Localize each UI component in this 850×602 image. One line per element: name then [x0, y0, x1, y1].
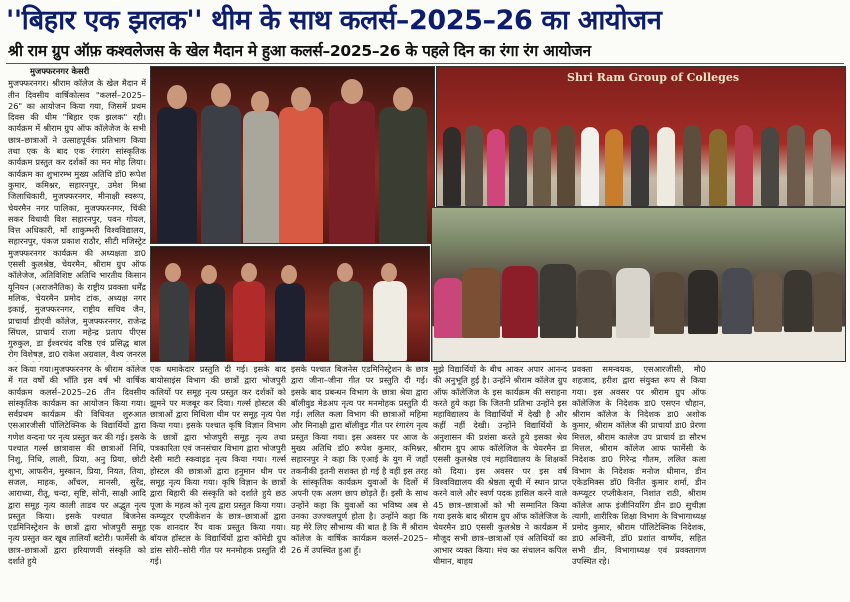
column-text: कर किया गया।मुजफ्फरनगर के श्रीराम कॉलेज में गत वर्षों की भाँति इस वर्ष भी वार्षिक कार्यक्रम कलर्स–2025–26 तीन दिवसीय सांस्कृतिक कार्यक्रम का आयोजन किया गया। सर्वप्रथम कार्यक्रम की विधिवत शुरुआत एसआरजीसी पॉलिटेक्निक के विद्यार्थियों द्वारा गणेश वन्दना पर नृत्य प्रस्तुत कर की गई। इसके पश्चात गर्ल्स छात्रावास की छात्राओं निधि, निशु, निधि, लाली, प्रिया, अनु प्रिया, छोटी शुभा, आफरीन, मुस्कान, प्रिया, नियत, तिया, सजल, माहक, आँचल, मानसी, सुरेंद्र, आराध्या, रीतू, चन्दा, सृष्टि, सोनी, साक्षी आदि द्वारा समूह नृत्य काली ताडव पर अद्भुत नृत्य प्रस्तुत किया। इसके पश्चात बिजनेस एडमिनिस्ट्रेशन के छात्रों द्वारा भोजपुरी समूह नृत्य प्रस्तुत कर खूब तालियाँ बटोरी। फार्मेसी के छात्र–छात्राओं द्वारा हरियाणवी संस्कृति को दर्शाते हुये	[8, 364, 146, 567]
article-column-3	[291, 364, 428, 600]
column-text: प्रवक्ता समन्वयक, एसआरजीसी, मौ0 शहजाद, हरीश द्वारा संयुक्त रूप से किया गया। इस अवसर पर श्रीराम ग्रुप ऑफ कॉलेजिज के निदेशक डा0 एसएन चौहान, श्रीराम कॉलेज के निदेशक डा0 अशोक कुमार, श्रीराम कॉलेज की प्राचार्या डा0 प्रेरणा मित्तल, श्रीराम कालेज उप प्राचार्य डा सौरभ मित्तल, श्रीराम कॉलेज आफ फार्मेसी के निदेशक डा0 गिरेन्द्र गौतम, ललित कला विभाग के निदेशक मनोज धीमान, डीन एकेडमिक्स डॉ0 विनीत कुमार शर्मा, डीन कम्प्यूटर एप्लीकेशन, निशांत राठी, श्रीराम कॉलेज आफ इंजीनियरिंग डीन डा0 सुचीज्ञा त्यागी, शारीरिक शिक्षा विभाग के विभागाध्यक्ष प्रमोद कुमार, श्रीराम पॉलिटेक्निक निदेशक, डा0 अश्विनी, डॉ0 प्रशांत वार्ष्णेय, सहित सभी डीन, विभागाध्यक्ष एवं प्रवक्तागण उपस्थित रहे।	[572, 364, 706, 567]
photo-group-stage-banner	[436, 66, 846, 207]
column-text: एक धमाकेदार प्रस्तुति दी गई। इसके बाद बायोसाइंस विभाग की छात्रों द्वारा भोजपुरी कलियों पर समूह नृत्य प्रस्तुत कर दर्शकों को झूमने पर मजबूर कर दिया। गर्ल्स होस्टल की छात्राओं द्वारा मिथिला थीम पर समूह नृत्य पेश किया गया। इसके पश्चात कृषि विज्ञान विभाग के छात्रों द्वारा भोजपुरी समूह नृत्य तथा पत्रकारिता एवं जनसंचार विभाग द्वारा भोजपुरी देसी माटी स्कवाइड नृत्य किया गया। गर्ल्स होस्टल की छात्राओं द्वारा हनुमान थीम पर समूह नृत्य किया गया। कृषि विज्ञान के छात्रों द्वारा बिहारी की संस्कृति को दर्शाते हुये छठ पूजा के महत्व को नृत्य द्वारा प्रस्तुत किया गया। कम्प्यूटर एप्लीकेशन के छात्र–छात्राओं द्वारा एक शानदार रैंप वाक प्रस्तुत किया गया। बॉयज हॉस्टल के विद्यार्थियों द्वारा कॉमेडी ग्रुप डांस सोरी–सोरी गीत पर मनमोहक प्रस्तुति दी गई।	[150, 364, 286, 567]
article-column-4	[433, 364, 567, 600]
header-rule	[6, 63, 844, 64]
photo-stage-felicitation	[150, 66, 435, 244]
banner-text: Shri Ram Group of Colleges	[567, 71, 740, 84]
subheadline: श्री राम ग्रुप ऑफ़ कश्वलेजस के खेल मैदान मे हुआ कलर्स–2025–26 के पहले दिन का रंगा रंग आयोजन	[8, 42, 591, 60]
headline: ''बिहार एक झलक'' थीम के साथ कलर्स–2025–26 का आयोजन	[6, 5, 662, 36]
column-text: मुझे विद्यार्थियों के बीच आकर अपार आनन्द की अनुभूति हुई है। उन्होंने श्रीराम कॉलेज ग्रुप ऑफ कॉलेजिज के इस कार्यक्रम की सराहना करते हुये कहा कि जितनी प्रतिभा उन्होंने इस महाविद्यालय के विद्यार्थियों में देखी है और कहीं नहीं देखी। उन्होंने विद्यार्थियों के अनुशासन की प्रशंसा करते हुये इसका श्रेय श्रीराम ग्रुप आफ कॉलेजिज के चेयरमैन डा एससी कुलश्रेष्ठ एवं महाविद्यालय के शिक्षकों को दिया। इस अवसर पर इस वर्ष विश्वविद्यालय की श्रेष्ठता सूची में स्थान प्राप्त करने वाले और स्वर्ण पदक हासिल करने वाले 45 छात्र–छात्राओं को भी सम्मानित किया गया इसके बाद श्रीराम ग्रुप ऑफ कॉलेजिज के चेयरमैन डा0 एससी कुलश्रेष्ठ ने कार्यक्रम में मौजूद सभी छात्र–छात्राओं एवं अतिथियों का आभार व्यक्त किया। मंच का संचालन कपिल धीमान, बाहय	[433, 364, 567, 567]
article-column-2	[150, 364, 286, 600]
article-column-5	[572, 364, 706, 600]
article-column-1-bottom	[8, 364, 146, 600]
photo-audience-seated	[431, 207, 846, 362]
article-column-1-top	[8, 66, 146, 362]
photo-guests-on-stage	[150, 246, 430, 362]
column-text: मुजफ्फरनगर। श्रीराम कॉलेज के खेल मैदान में तीन दिवसीय वार्षिकोत्सव "कलर्स–2025–26" का आयोजन किया गया, जिसमें प्रथम दिवस की थीम "बिहार एक झलक" रही। कार्यक्रम में श्रीराम ग्रुप ऑफ कॉलेजेज के सभी छात्र–छात्राओं ने उत्साहपूर्वक प्रतिभाग किया तथा एक के बाद एक रंगारंग सांस्कृतिक कार्यक्रम प्रस्तुत कर दर्शकों का मन मोह लिया। कार्यक्रम का शुभारम्भ मुख्य अतिथि डॉ0 रूपेश कुमार, कमिश्नर, सहारनपुर, उमेश मिश्रा जिलाधिकारी, मुजफ्फरनगर, मीनाक्षी स्वरूप, चेयरमैन नगर पालिका, मुजफ्फरनगर, चिंकी सकर विधायी विश सहारनपुर, पवन गोयल, वित्त अधिकारी, माँ शाकुम्भरी विश्वविद्यालय, सहारनपुर, पंकज प्रकाश राठौर, सीटी मजिस्ट्रेट मुजफ्फरनगर कार्यक्रम की अध्यक्षता डा0 एससी कुलश्रेष्ठ, चेयरमैन, श्रीराम ग्रुप ऑफ कॉलेजेज, अतिविशिष्ट अतिथि भारतीय किसान यूनियन (अराजनैतिक) के राष्ट्रीय प्रवक्ता धर्मेंद्र मलिक, चेयरमैन प्रमोद टांक, अध्यक्ष नगर इकाई, मुजफ्फरनगर, राष्ट्रीय सचिव जैन, प्राचार्या डीएवी कॉलेज, मुजफ्फरनगर, राजेन्द्र सिंघल, प्राचार्य राजा महेन्द्र प्रताप पीएस गुरुकुल, डा ईश्वरचंद वरिष्ठ एवं प्रसिद्ध बाल रोग विशेषज्ञ, डा0 राकेश अग्रवाल, वैश्य जनरल	[8, 78, 146, 360]
column-text: इसके पश्चात बिजनेस एडमिनिस्ट्रेशन के छात्र द्वारा जीना–जीना गीत पर प्रस्तुति दी गई। इसके बाद प्रबन्धन विभाग के छात्रा श्रेया द्वारा बॉलीवुड मेडअप नृत्य पर मनमोहक प्रस्तुति दी गई। ललित कला विभाग की छात्राओं महिमा और मिनाक्षी द्वारा बॉलीवुड गीत पर रंगारंग नृत्य प्रस्तुत किया गया। इस अवसर पर आज के मुख्य अतिथि डॉ0 रूपेश कुमार, कमिश्नर, सहारनपुर ने कहा कि एआई के युग में जहाँ तकनीकी इतनी सशक्त हो गई है वहीं इस तरह के सांस्कृतिक कार्यक्रम युवाओं के दिलों में अपनी एक अलग छाप छोड़ते हैं। इसी के साथ उन्होंने कहा कि युवाओं का भविष्य अब से उनका उज्ज्वलपूर्ण होता है। उन्होंने कहा कि यह मेरे लिए सौभाग्य की बात है कि मैं श्रीराम कॉलेज के वार्षिक कार्यक्रम कलर्स–2025–26 में उपस्थित हुआ हूँ।	[291, 364, 428, 555]
dateline: मुजफ्फरनगर केसरी	[30, 66, 90, 76]
